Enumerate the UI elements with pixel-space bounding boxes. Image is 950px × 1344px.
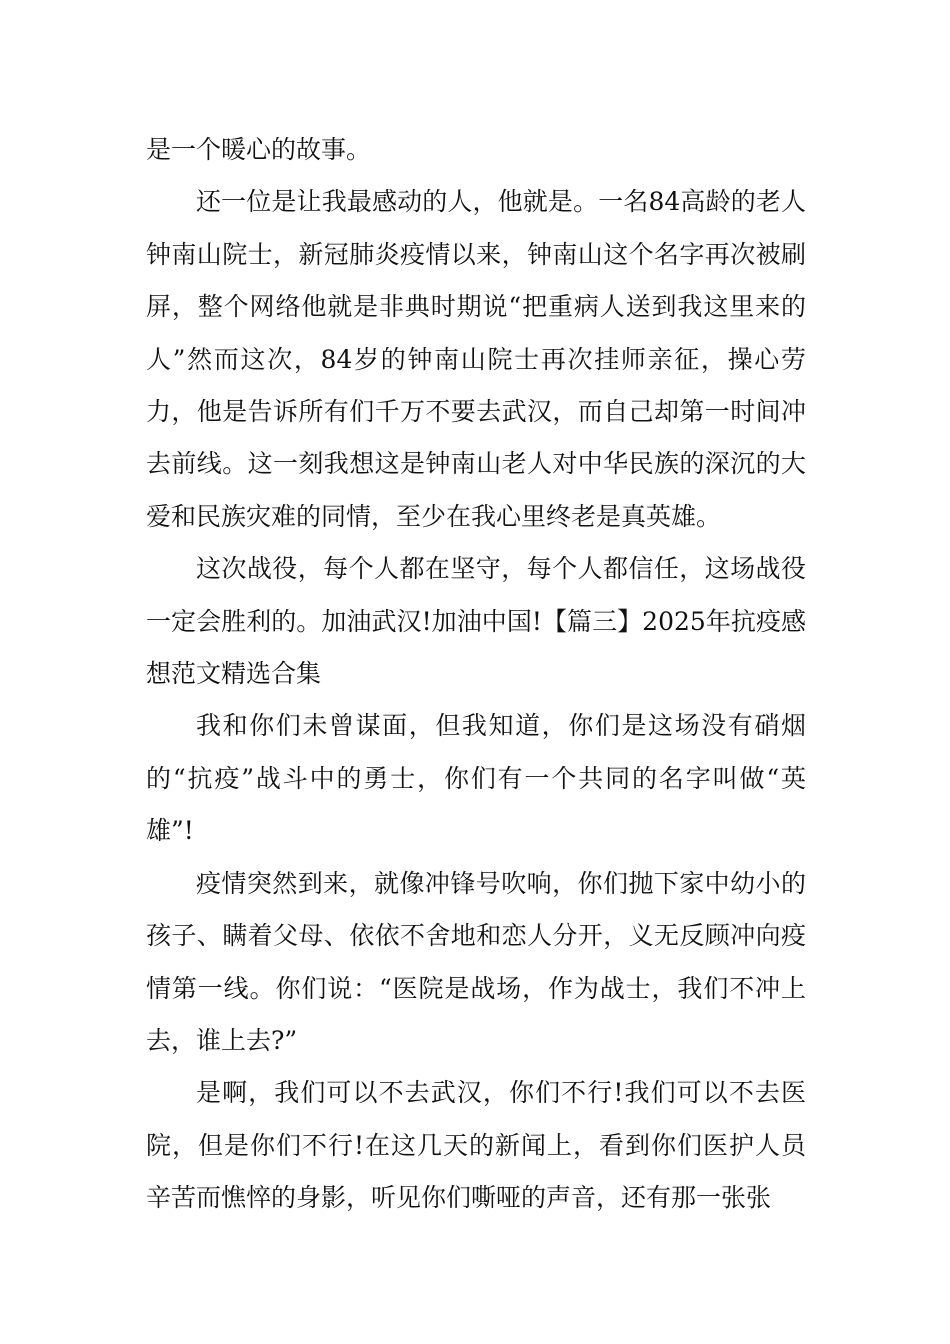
paragraph-zhong-nanshan: 还一位是让我最感动的人，他就是。一名84高龄的老人钟南山院士，新冠肺炎疫情以来，钟南山这个名字再次被刷屏，整个网络他就是非典时期说“把重病人送到我这里来的人”然而这次，84岁的钟南山院士再次挂师亲征，操心劳力，他是告诉所有们千万不要去武汉，而自己却第一时间冲去前线。这一刻我想这是钟南山老人对中华民族的深沉的大爱和民族灾难的同情，至少在我心里终老是真英雄。 [146, 187, 806, 531]
paragraph-frontline: 疫情突然到来，就像冲锋号吹响，你们抛下家中幼小的孩子、瞒着父母、依依不舍地和恋人分开，义无反顾冲向疫情第一线。你们说：“医院是战场，作为战士，我们不冲上去，谁上去?” [146, 868, 806, 1055]
document-body [146, 124, 806, 1225]
paragraph-medical-staff: 是啊，我们可以不去武汉，你们不行!我们可以不去医院，但是你们不行!在这几天的新闻上，看到你们医护人员辛苦而憔悴的身影，听见你们嘶哑的声音，还有那一张张 [146, 1078, 806, 1213]
paragraph-battle: 这次战役，每个人都在坚守，每个人都信任，这场战役一定会胜利的。加油武汉!加油中国!【篇三】2025年抗疫感想范文精选合集 [146, 554, 806, 689]
paragraph-heroes: 我和你们未曾谋面，但我知道，你们是这场没有硝烟的“抗疫”战斗中的勇士，你们有一个共同的名字叫做“英雄”! [146, 711, 806, 846]
paragraph-continuation: 是一个暖心的故事。 [146, 135, 372, 164]
